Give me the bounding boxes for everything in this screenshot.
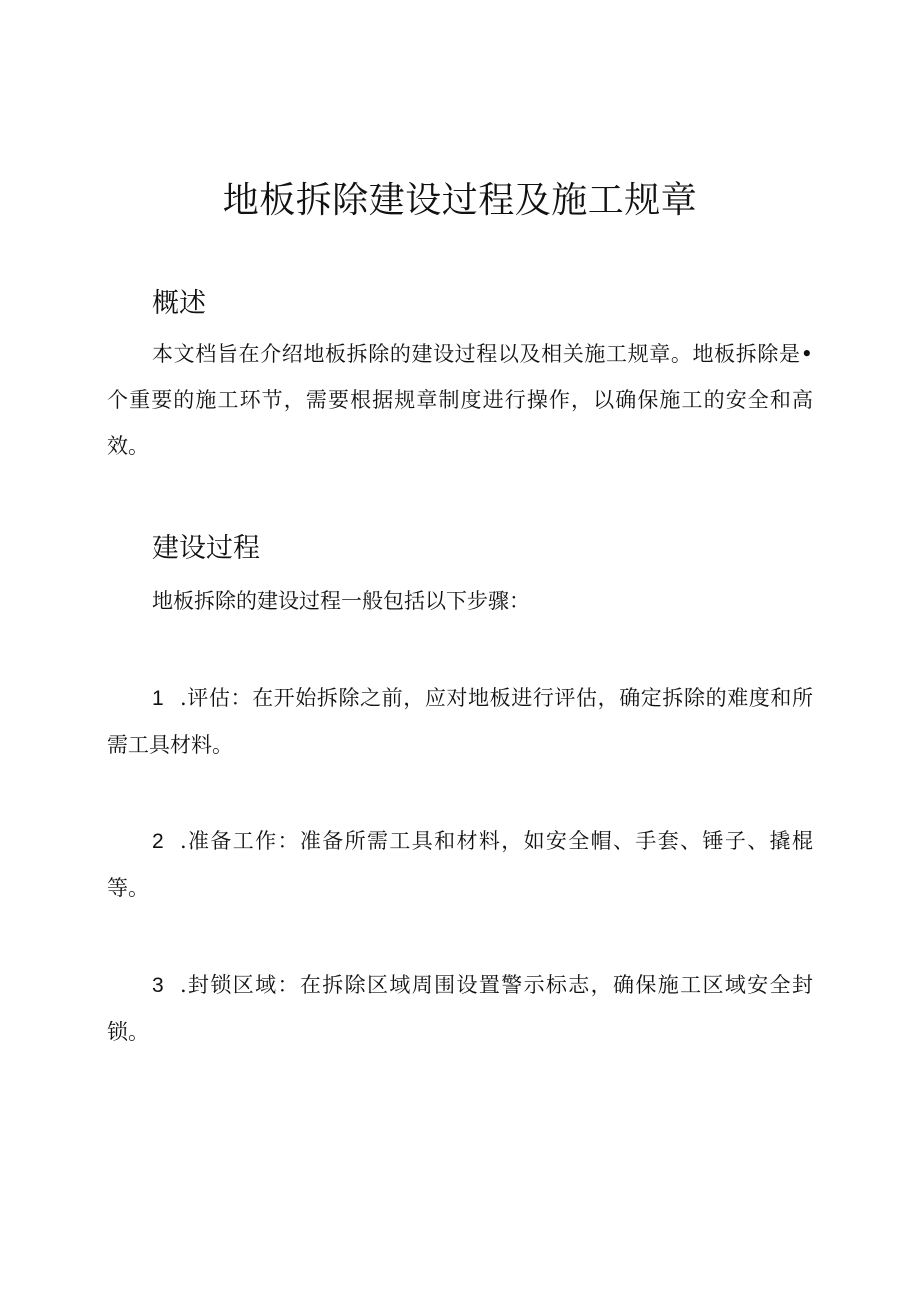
process-intro: 地板拆除的建设过程一般包括以下步骤：: [152, 589, 530, 613]
overview-heading: 概述: [152, 288, 206, 319]
step-text: .准备工作：准备所需工具和材料，如安全帽、手套、锤子、撬棍等。: [107, 829, 813, 900]
overview-paragraph: 本文档旨在介绍地板拆除的建设过程以及相关施工规章。地板拆除是•个重要的施工环节，需要根据规章制度进行操作，以确保施工的安全和高效。: [107, 342, 813, 458]
process-step-1: [107, 675, 813, 768]
process-heading: 建设过程: [152, 533, 260, 564]
process-step-3: [107, 962, 813, 1055]
process-step-2: [107, 818, 813, 911]
document-title: 地板拆除建设过程及施工规章: [222, 180, 698, 221]
step-number: 2: [152, 830, 164, 853]
step-number: 3: [152, 974, 164, 997]
step-text: .评估：在开始拆除之前，应对地板进行评估，确定拆除的难度和所需工具材料。: [107, 686, 813, 757]
step-number: 1: [152, 687, 164, 710]
step-text: .封锁区域：在拆除区域周围设置警示标志，确保施工区域安全封锁。: [107, 973, 813, 1044]
